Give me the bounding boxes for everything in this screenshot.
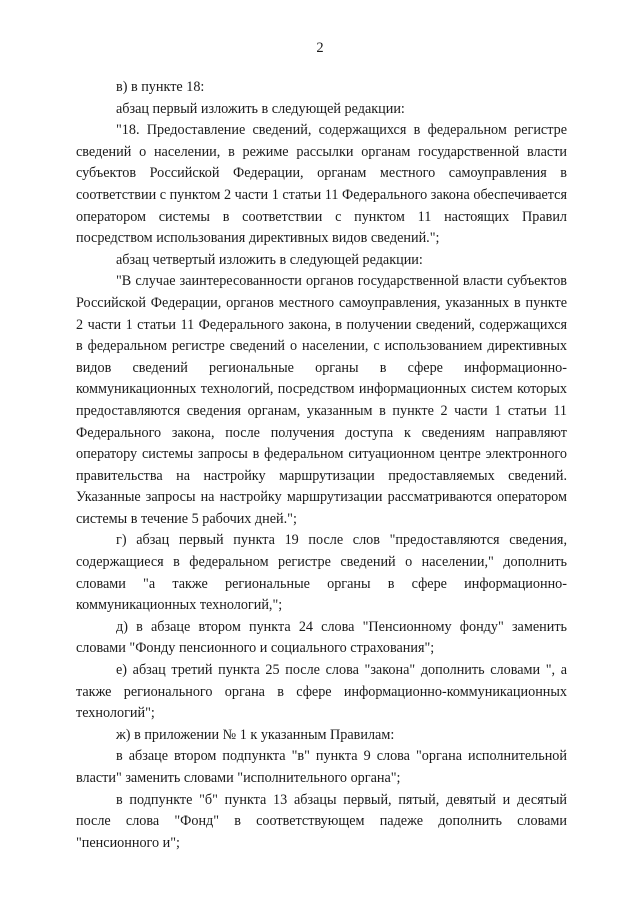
page-number: 2: [316, 40, 324, 56]
document-body: [76, 77, 567, 854]
paragraph-quoted-case: "В случае заинтересованности органов государственной власти субъектов Российской Федерации, органов местного самоуправления, указанных в пункте 2 части 1 статьи 11 Федерального закона, в получении сведений, содержащихся в федеральном регистре сведений о населении, с использованием директивных видов сведений региональные органы в сфере информационно-коммуникационных технологий, посредством информационных систем которых предоставляются сведения органам, указанным в пункте 2 части 1 статьи 11 Федерального закона, после получения доступа к сведениям направляют оператору системы запросы в федеральном ситуационном центре электронного правительства на настройку маршрутизации предоставляемых сведений. Указанные запросы на настройку маршрутизации рассматриваются оператором системы в течение 5 рабочих дней.";: [76, 273, 567, 527]
paragraph-subitem-v-9: в абзаце втором подпункта "в" пункта 9 слова "органа исполнительной власти" заменить словами "исполнительного органа";: [76, 748, 567, 786]
paragraph-subitem-b-13: в подпункте "б" пункта 13 абзацы первый, пятый, девятый и десятый после слова "Фонд" в соответствующем падеже дополнить словами "пенсионного и";: [76, 791, 567, 851]
paragraph-instruction-first: абзац первый изложить в следующей редакции:: [116, 100, 405, 117]
paragraph-item-v: в) в пункте 18:: [116, 79, 205, 95]
paragraph-item-e: е) абзац третий пункта 25 после слова "закона" дополнить словами ", а также регионального органа в сфере информационно-коммуникационных технологий";: [76, 662, 567, 722]
paragraph-instruction-fourth: абзац четвертый изложить в следующей редакции:: [116, 251, 423, 268]
paragraph-item-g: г) абзац первый пункта 19 после слов "предоставляются сведения, содержащиеся в федеральном регистре сведений о населении," дополнить словами "а также региональные органы в сфере информационно-коммуникационных технологий,";: [76, 532, 567, 614]
paragraph-item-zh: ж) в приложении № 1 к указанным Правилам:: [116, 726, 395, 743]
paragraph-item-d: д) в абзаце втором пункта 24 слова "Пенсионному фонду" заменить словами "Фонду пенсионного и социального страхования";: [76, 618, 567, 657]
paragraph-quoted-18: "18. Предоставление сведений, содержащихся в федеральном регистре сведений о населении, в режиме рассылки органам государственной власти субъектов Российской Федерации, органам местного самоуправления в соответствии с пунктом 2 части 1 статьи 11 Федерального закона обеспечивается оператором системы в соответствии с пунктом 11 настоящих Правил посредством использования директивных видов сведений.";: [76, 122, 567, 247]
